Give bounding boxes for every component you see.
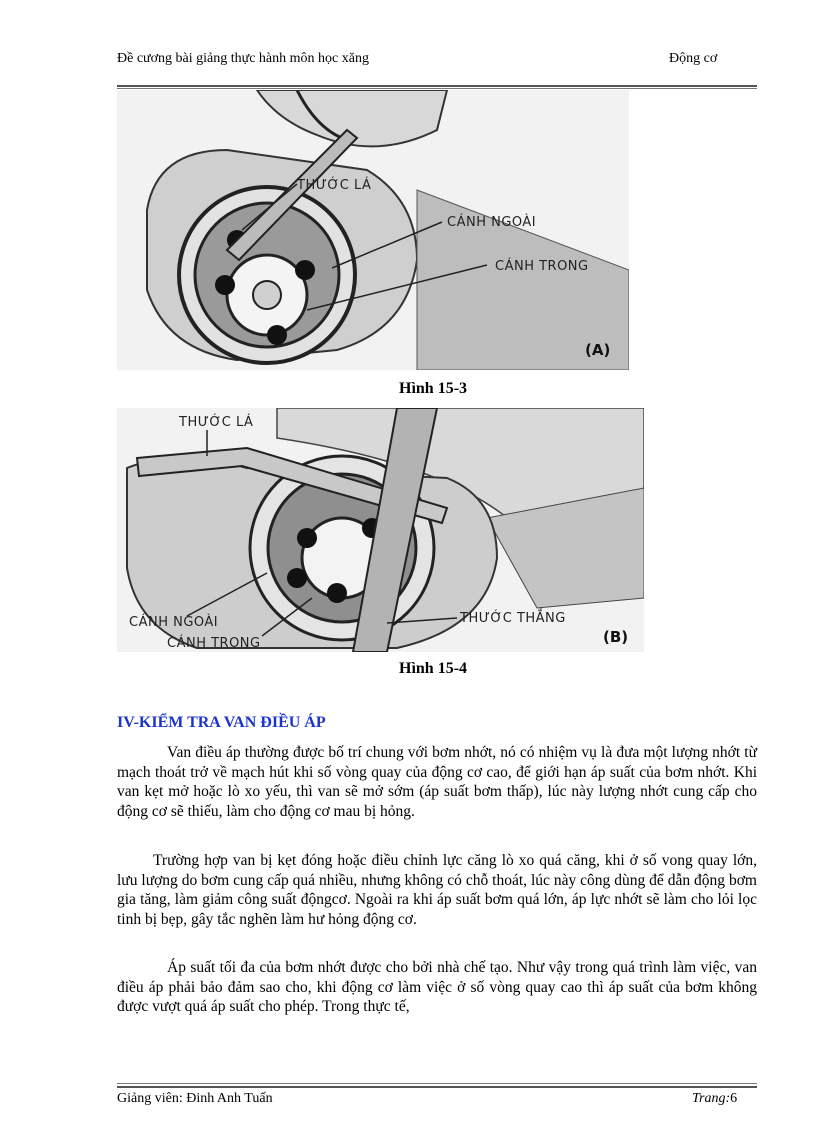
figure-a-tag: (A) xyxy=(585,341,611,359)
figure-15-3-illustration xyxy=(117,90,629,370)
figure-15-3-image xyxy=(117,90,629,370)
figure-15-4-illustration xyxy=(117,408,644,652)
figure-a-label-inner-rotor: CÁNH TRONG xyxy=(495,259,589,274)
figure-b-label-feeler-gauge: THƯỚC LÁ xyxy=(179,415,254,430)
figure-a-label-outer-rotor: CÁNH NGOÀI xyxy=(447,215,537,230)
figure-b-label-outer-rotor: CÁNH NGOÀI xyxy=(129,615,219,630)
header-rule xyxy=(117,85,757,87)
paragraph-3: Áp suất tối đa của bơm nhớt được cho bởi nhà chế tạo. Như vậy trong quá trình làm việc, van điều áp phải bảo đảm sao cho, khi động cơ làm việc ở số vòng quay cao thì áp suất của bơm không được vượt quá áp suất cho phép. Trong thực tế, xyxy=(117,959,757,1015)
figure-15-3-caption: Hình 15-3 xyxy=(399,380,468,397)
footer-page-label: Trang: xyxy=(692,1091,731,1106)
footer-rule-thin xyxy=(117,1083,757,1084)
figure-15-4-caption: Hình 15-4 xyxy=(399,660,468,677)
paragraph-2: Trường hợp van bị kẹt đóng hoặc điều chỉnh lực căng lò xo quá căng, khi ở số vong quay lớn, lưu lượng do bơm cung cấp quá nhiều, nhưng không có chỗ thoát, lúc này công dùng để dẫn động bơm gia tăng, làm giảm công suất độngcơ. Ngoài ra khi áp suất bơm quá lớn, áp lực nhớt sẽ làm cho lỏi lọc tinh bị bẹp, gây tắc nghẽn làm hư hỏng động cơ. xyxy=(117,852,757,928)
figure-b-label-inner-rotor: CÁNH TRONG xyxy=(167,636,261,651)
figure-a-label-feeler-gauge: THƯỚC LÁ xyxy=(297,178,372,193)
footer-page-value: 6 xyxy=(730,1091,738,1106)
header-document-title: Đề cương bài giảng thực hành môn học xăng xyxy=(117,51,369,66)
footer-page-number xyxy=(692,1091,737,1107)
section-heading: IV-KIỂM TRA VAN ĐIỀU ÁP xyxy=(117,714,326,731)
figure-b-label-straight-edge: THƯỚC THẲNG xyxy=(460,611,566,626)
footer-lecturer: Giảng viên: Đinh Anh Tuấn xyxy=(117,1091,273,1106)
figure-b-tag: (B) xyxy=(603,628,629,646)
footer-rule xyxy=(117,1086,757,1088)
header-subject: Động cơ xyxy=(669,51,718,66)
header-rule-thin xyxy=(117,88,757,89)
figure-15-4-image xyxy=(117,408,644,652)
paragraph-1: Van điều áp thường được bố trí chung với bơm nhớt, nó có nhiệm vụ là đưa một lượng nhớt từ mạch thoát trở về mạch hút khi số vòng quay của động cơ cao, để giới hạn áp suất của bơm nhớt. Khi van kẹt mở hoặc lò xo yếu, thì van sẽ mở sớm (áp suất bơm thấp), lúc này lượng nhớt cung cấp cho động cơ sẽ thiếu, làm cho động cơ mau bị hỏng. xyxy=(117,744,757,820)
